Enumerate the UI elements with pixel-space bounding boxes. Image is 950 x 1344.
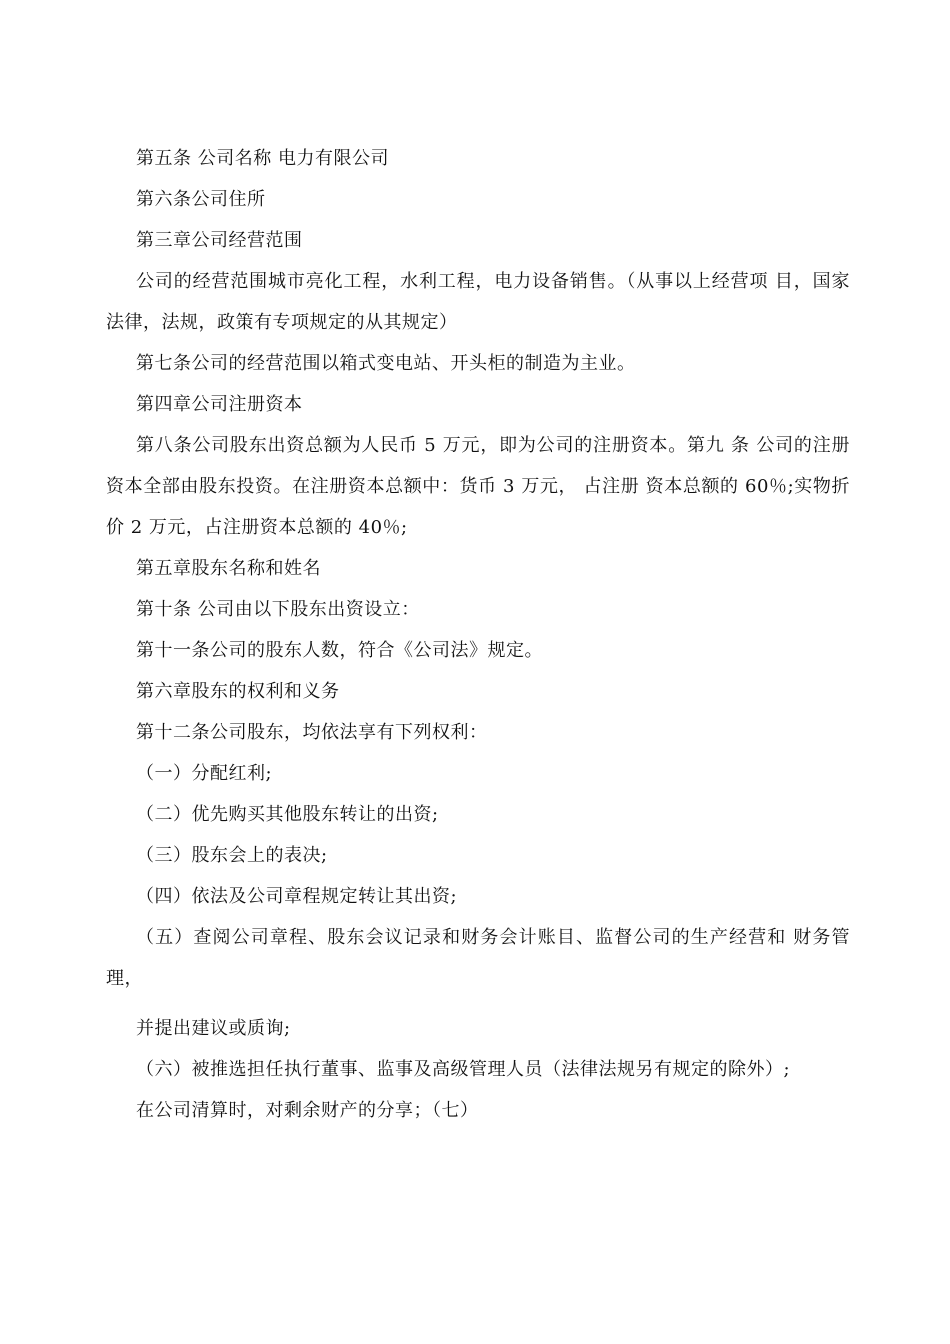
right-item-5: （五）查阅公司章程、股东会议记录和财务会计账目、监督公司的生产经营和 财务管理， bbox=[106, 927, 850, 989]
chapter-4-heading: 第四章公司注册资本 bbox=[136, 394, 303, 415]
right-item-2: （二）优先购买其他股东转让的出资; bbox=[136, 804, 439, 825]
article-6-company-domicile: 第六条公司住所 bbox=[136, 189, 266, 210]
right-item-7: 在公司清算时，对剩余财产的分享；（七） bbox=[136, 1100, 479, 1121]
right-item-3: （三）股东会上的表决; bbox=[136, 845, 328, 866]
business-scope-paragraph: 公司的经营范围城市亮化工程，水利工程，电力设备销售。（从事以上经营项 目，国家法律，法规，政策有专项规定的从其规定） bbox=[106, 271, 850, 333]
article-11-shareholder-count: 第十一条公司的股东人数，符合《公司法》规定。 bbox=[136, 640, 543, 661]
right-item-1: （一）分配红利; bbox=[136, 763, 273, 784]
article-5-company-name: 第五条 公司名称 电力有限公司 bbox=[136, 148, 389, 169]
article-7-main-business: 第七条公司的经营范围以箱式变电站、开头柜的制造为主业。 bbox=[136, 353, 636, 374]
article-12-rights: 第十二条公司股东，均依法享有下列权利： bbox=[136, 722, 488, 743]
articles-8-9-registered-capital: 第八条公司股东出资总额为人民币 5 万元，即为公司的注册资本。第九 条 公司的注册资本全部由股东投资。在注册资本总额中：货币 3 万元， 占注册 资本总额的 60％;实物折价 2 万元，占注册资本总额的 40％; bbox=[106, 435, 850, 538]
right-item-5-continued: 并提出建议或质询; bbox=[136, 1018, 291, 1039]
chapter-5-heading: 第五章股东名称和姓名 bbox=[136, 558, 321, 579]
document-body bbox=[106, 138, 850, 1131]
right-item-6: （六）被推选担任执行董事、监事及高级管理人员（法律法规另有规定的除外）; bbox=[136, 1059, 791, 1080]
article-10-shareholders: 第十条 公司由以下股东出资设立： bbox=[136, 599, 420, 620]
chapter-6-heading: 第六章股东的权利和义务 bbox=[136, 681, 340, 702]
chapter-3-heading: 第三章公司经营范围 bbox=[136, 230, 303, 251]
right-item-4: （四）依法及公司章程规定转让其出资; bbox=[136, 886, 458, 907]
